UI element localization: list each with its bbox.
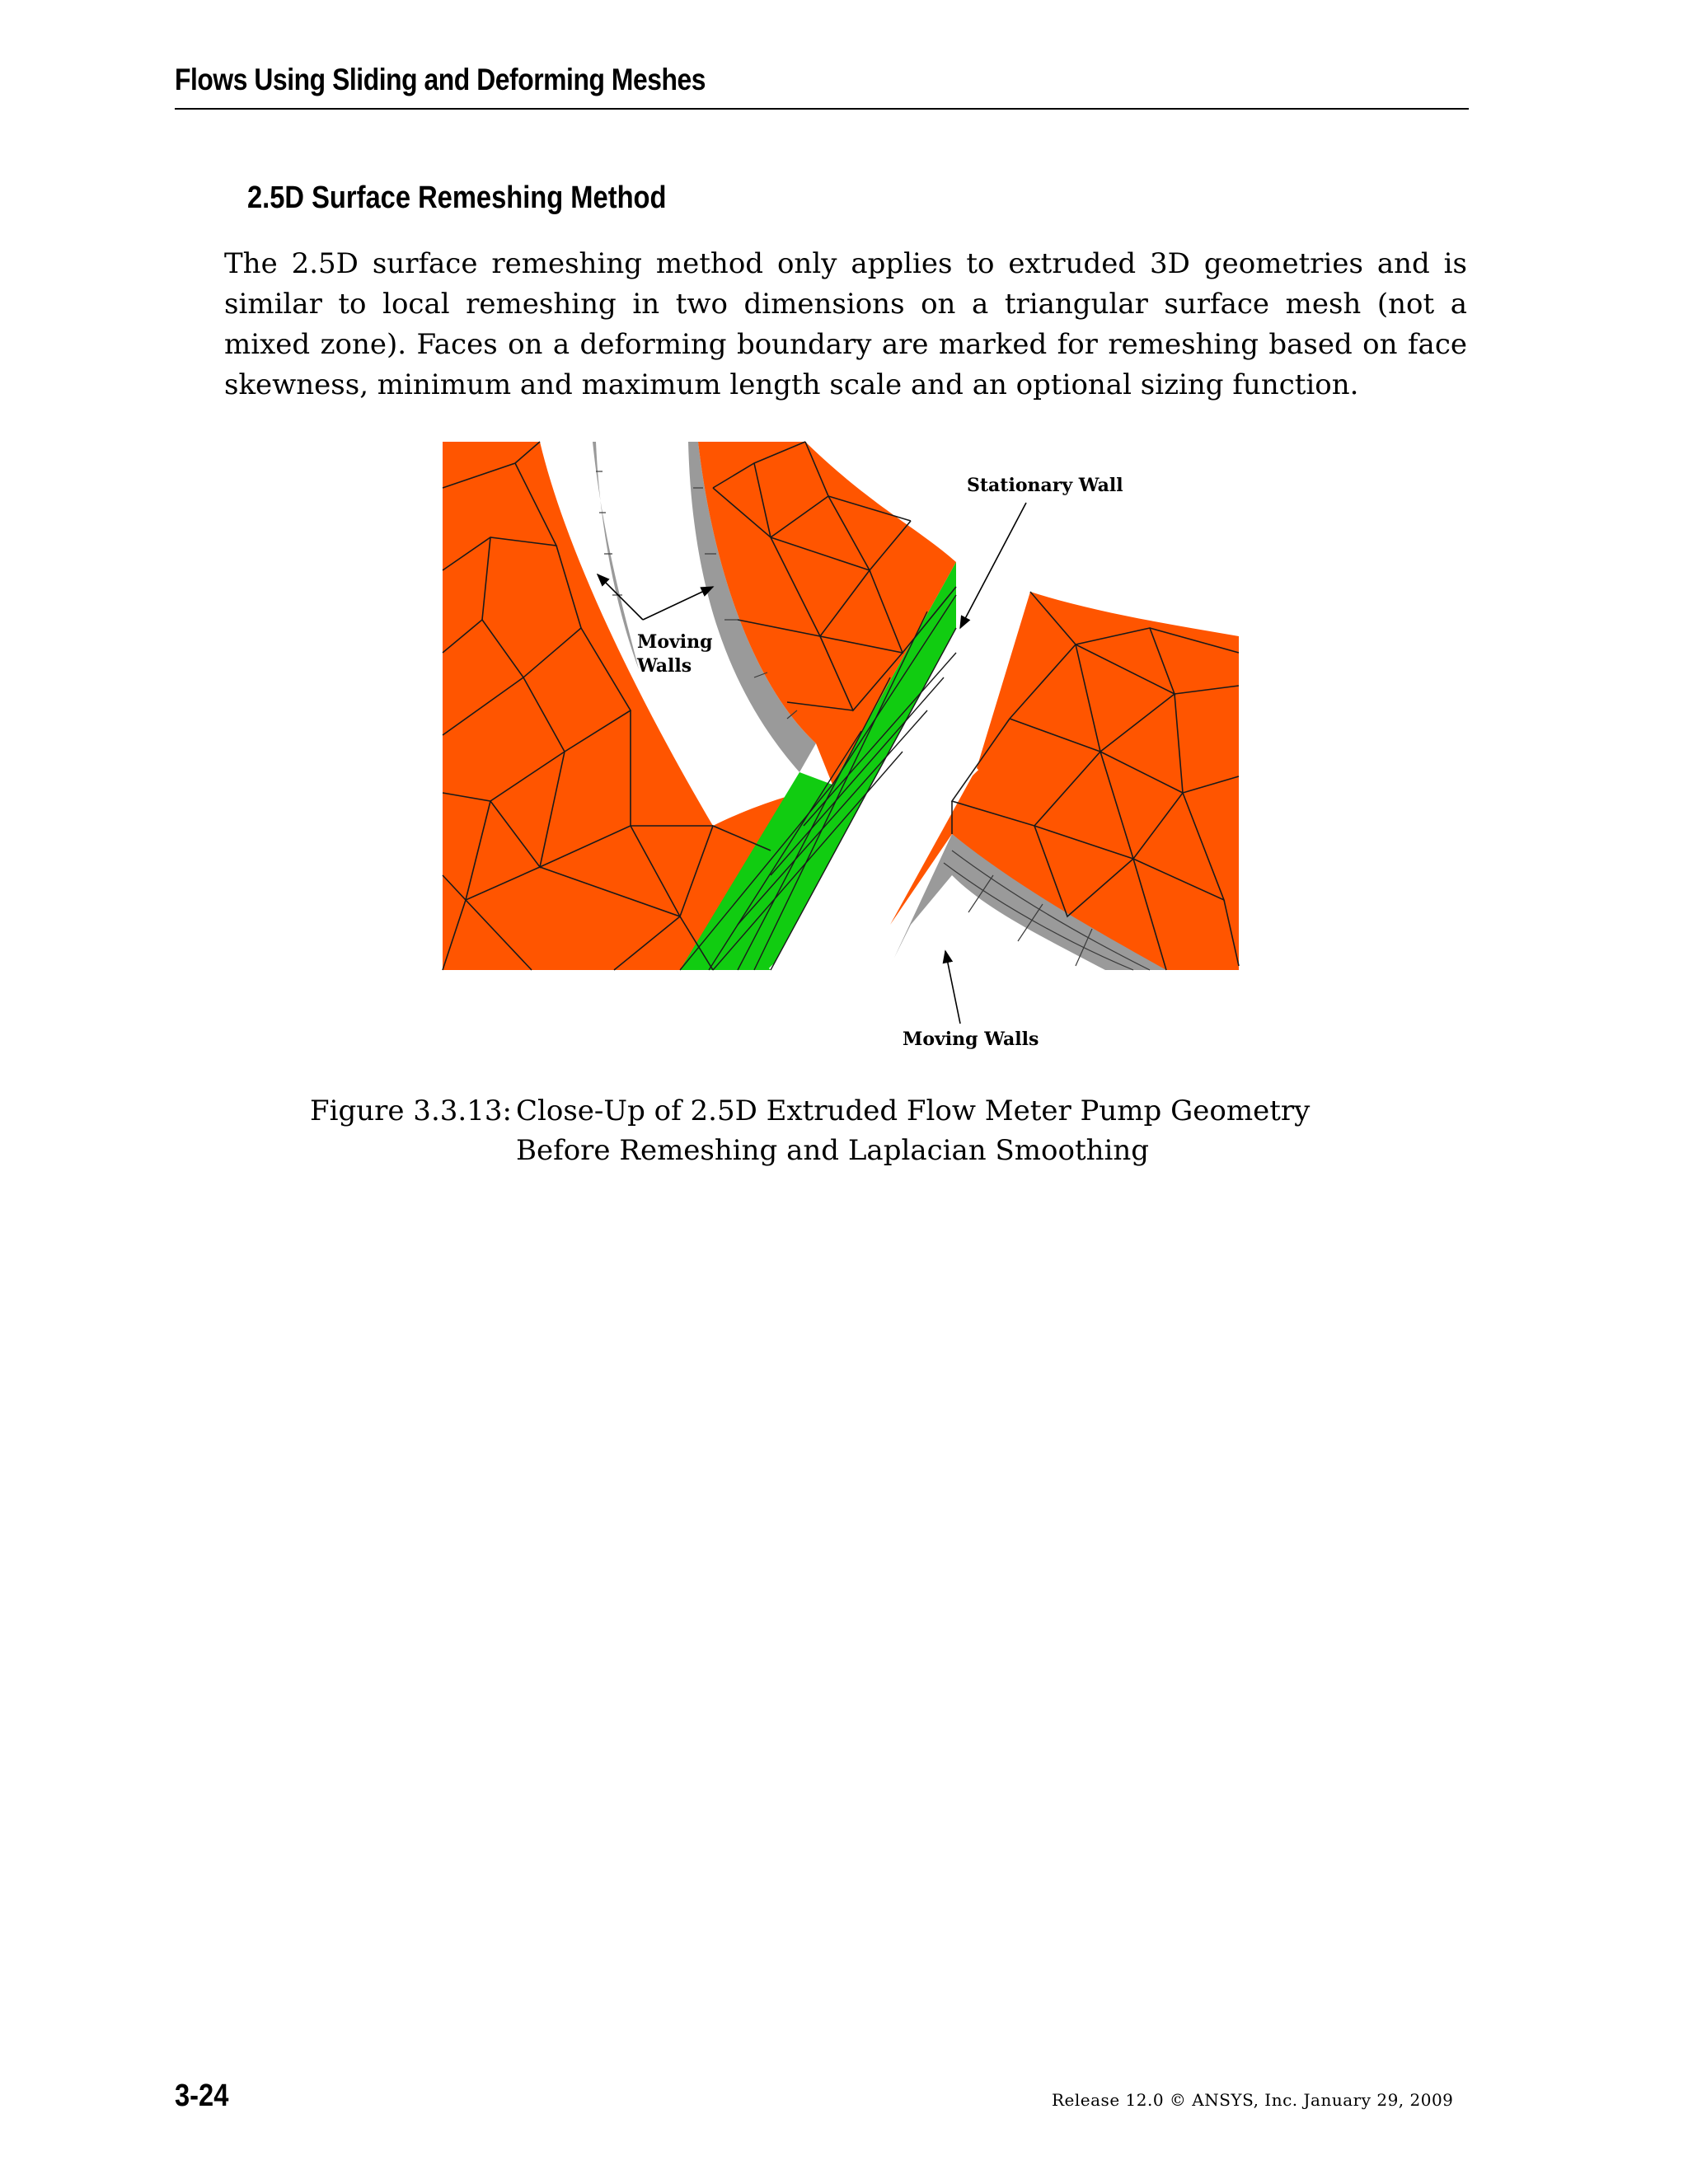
mesh-illustration bbox=[441, 438, 1240, 1058]
moving-walls-top-label-line2: Walls bbox=[637, 655, 692, 677]
caption-number: Figure 3.3.13: bbox=[310, 1094, 512, 1127]
body-paragraph: The 2.5D surface remeshing method only applies to extruded 3D geometries and is similar to local remeshing in two dimensions on a triangular surface mesh (not a mixed zone). Faces on a deforming boundary are marked for remeshing based on face skewness, minimum and maximum length scale and an optional sizing function. bbox=[224, 247, 1467, 401]
footer-release: Release 12.0 © ANSYS, Inc. January 29, 2009 bbox=[1052, 2090, 1454, 2110]
section-title: 2.5D Surface Remeshing Method bbox=[247, 180, 667, 215]
page-number: 3-24 bbox=[175, 2079, 229, 2113]
mesh-figure bbox=[441, 438, 1240, 1058]
moving-walls-top-label-line1: Moving bbox=[637, 631, 713, 653]
caption-text: Close-Up of 2.5D Extruded Flow Meter Pump Geometry Before Remeshing and Laplacian Smoothing bbox=[516, 1094, 1311, 1167]
running-header: Flows Using Sliding and Deforming Meshes bbox=[175, 63, 706, 96]
moving-walls-bottom-label: Moving Walls bbox=[903, 1029, 1039, 1050]
stationary-wall-label: Stationary Wall bbox=[967, 475, 1123, 496]
header-rule bbox=[175, 108, 1469, 110]
